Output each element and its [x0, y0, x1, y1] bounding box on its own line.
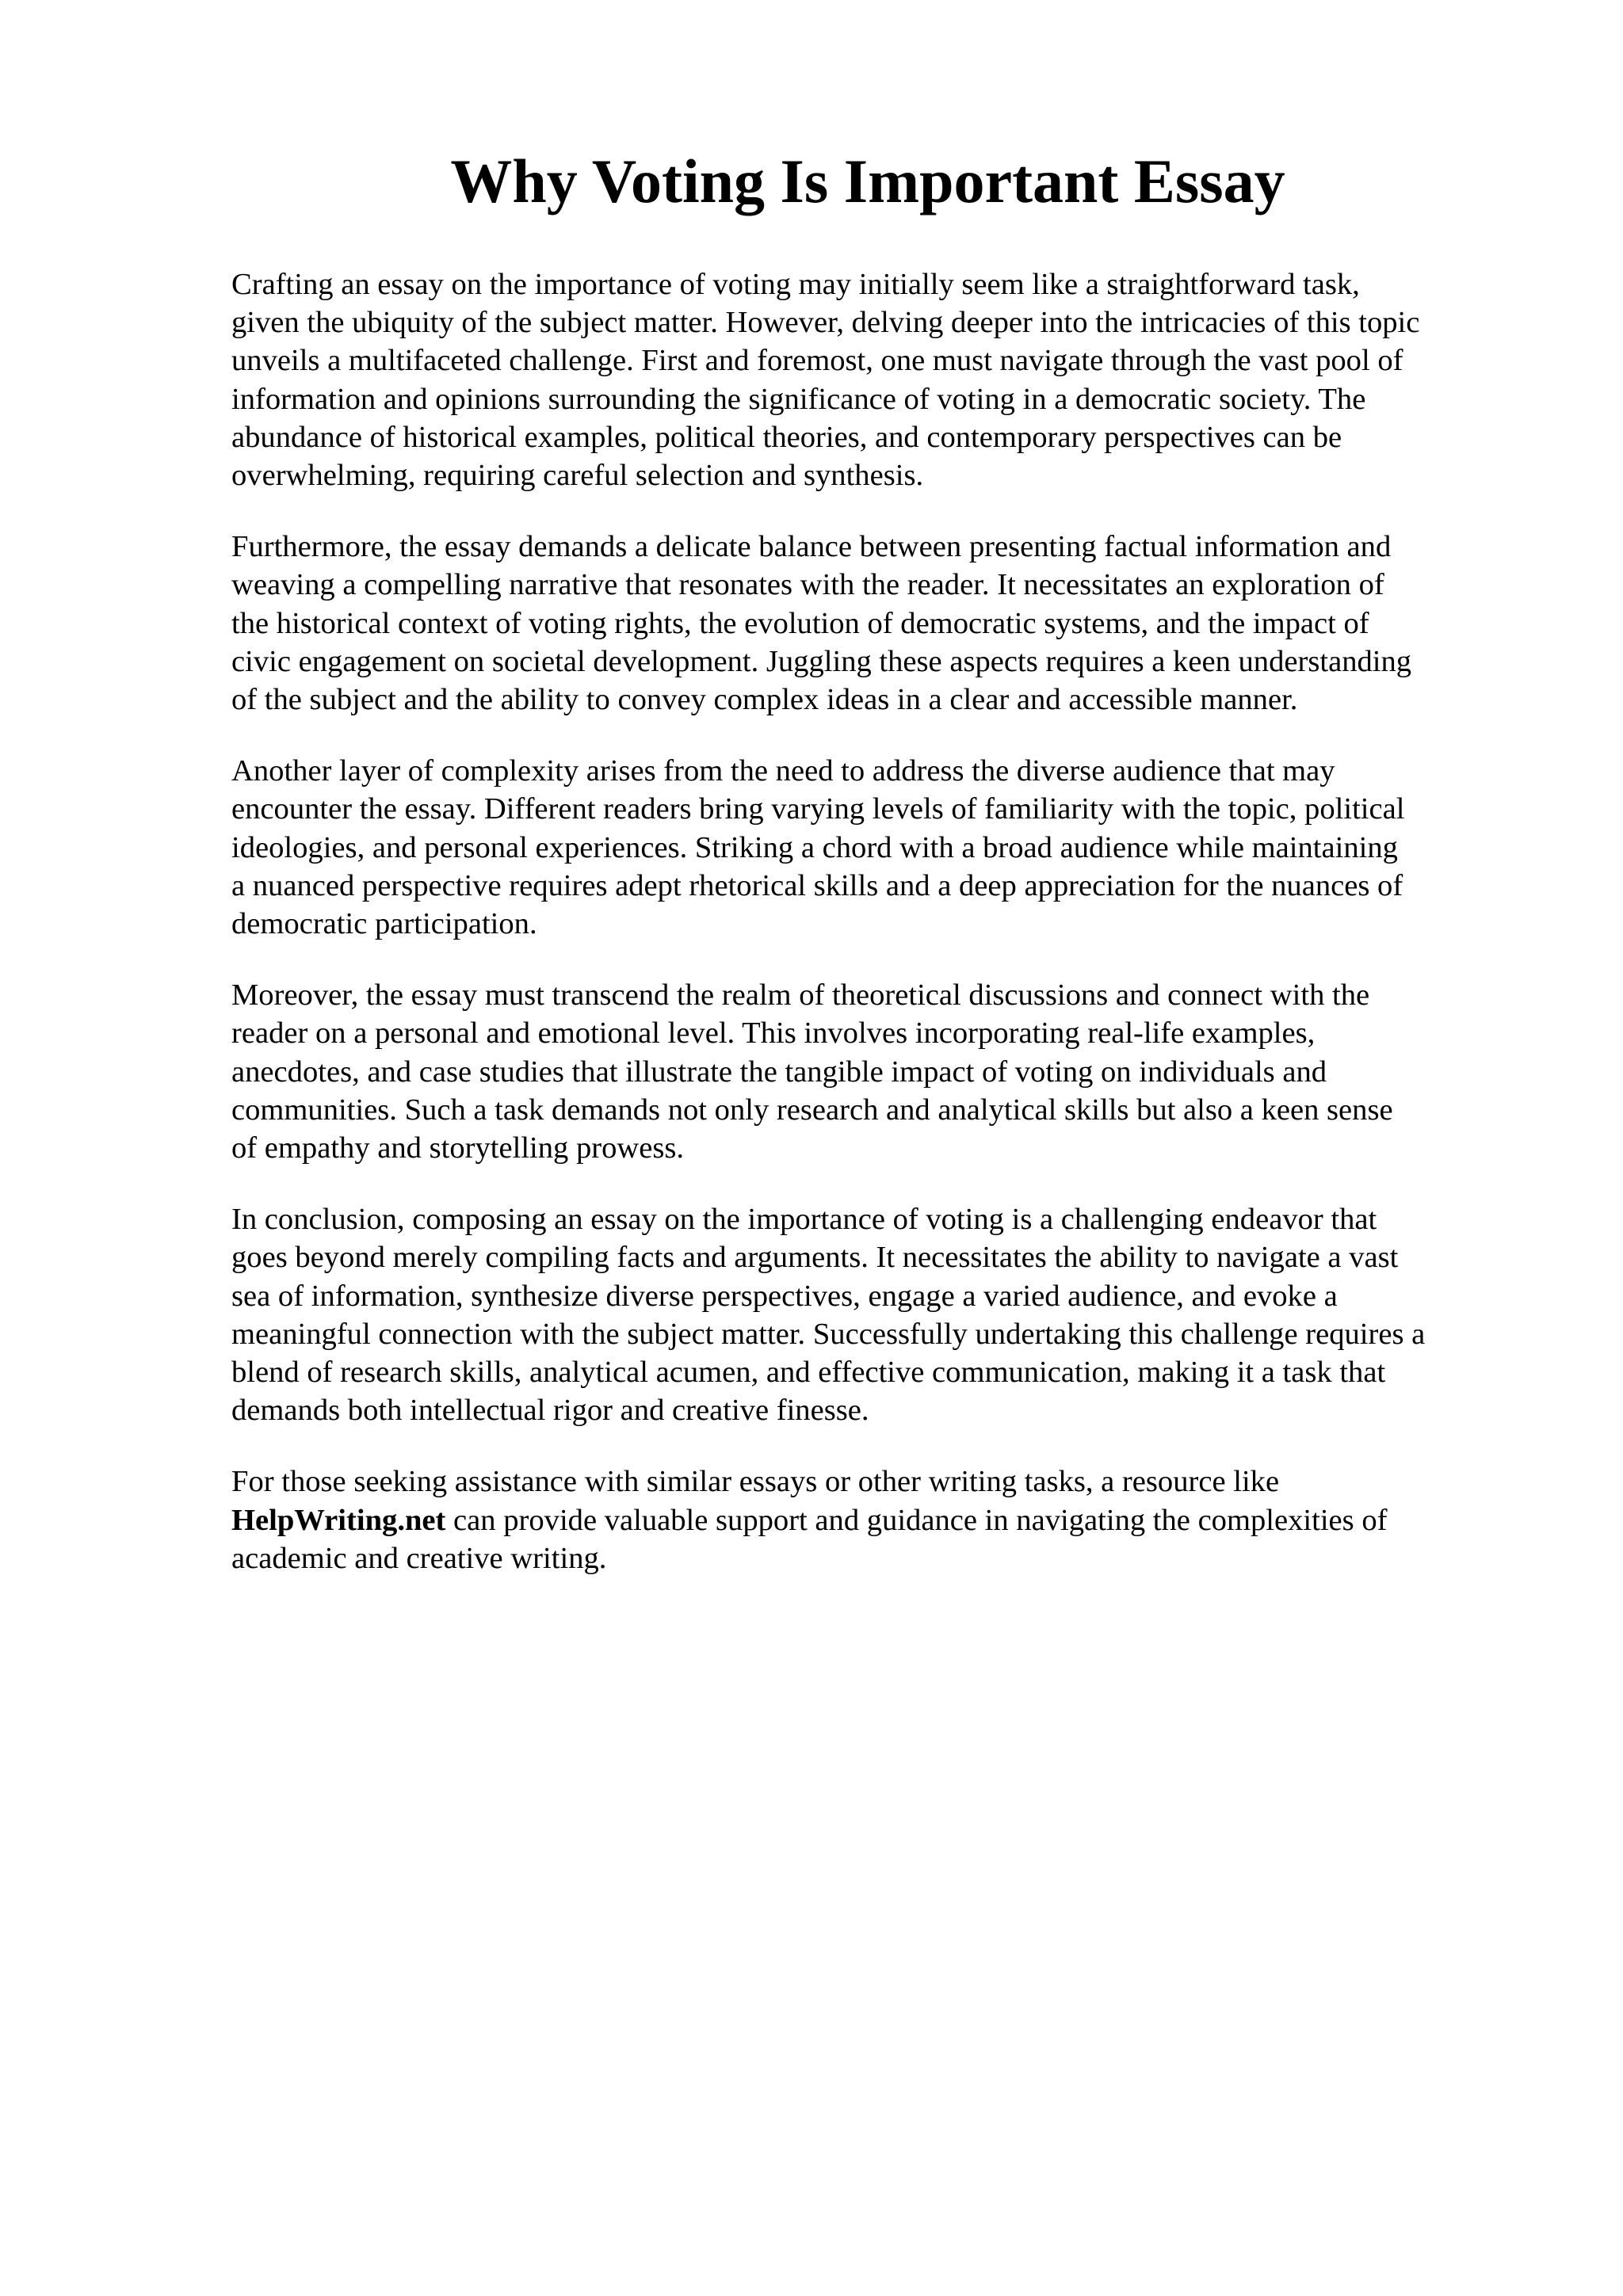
paragraph-line: ideologies, and personal experiences. Striking a chord with a broad audience while maintaining	[231, 830, 1398, 864]
essay-paragraph	[231, 1200, 1531, 1429]
paragraph-line: meaningful connection with the subject matter. Successfully undertaking this challenge requires a	[231, 1317, 1426, 1351]
essay-paragraph	[231, 265, 1531, 494]
paragraph-line: blend of research skills, analytical acumen, and effective communication, making it a task that	[231, 1356, 1386, 1390]
essay-paragraph	[231, 752, 1531, 943]
paragraph-line: democratic participation.	[231, 907, 537, 941]
closing-paragraph	[231, 1463, 1531, 1577]
paragraph-line: Furthermore, the essay demands a delicate balance between presenting factual information and	[231, 530, 1392, 564]
paragraph-line: Another layer of complexity arises from the need to address the diverse audience that may	[231, 754, 1335, 788]
closing-line-2-text: can provide valuable support and guidance in navigating the complexities of	[445, 1503, 1388, 1537]
paragraph-line: of the subject and the ability to convey complex ideas in a clear and accessible manner.	[231, 683, 1298, 717]
page-title: Why Voting Is Important Essay	[450, 147, 1285, 215]
paragraph-line: of empathy and storytelling prowess.	[231, 1131, 685, 1165]
essay-paragraph	[231, 528, 1531, 719]
paragraph-line: abundance of historical examples, political theories, and contemporary perspectives can be	[231, 420, 1342, 454]
paragraph-line: demands both intellectual rigor and creative finesse.	[231, 1394, 869, 1428]
paragraph-list	[231, 265, 1531, 1429]
paragraph-line: civic engagement on societal development. Juggling these aspects requires a keen understanding	[231, 644, 1412, 678]
paragraph-line: Moreover, the essay must transcend the realm of theoretical discussions and connect with the	[231, 978, 1370, 1013]
paragraph-line: sea of information, synthesize diverse perspectives, engage a varied audience, and evoke a	[231, 1279, 1338, 1313]
paragraph-line: anecdotes, and case studies that illustrate the tangible impact of voting on individuals and	[231, 1055, 1327, 1089]
paragraph-line: reader on a personal and emotional level. This involves incorporating real-life examples,	[231, 1016, 1316, 1051]
helpwriting-link[interactable]: HelpWriting.net	[231, 1503, 446, 1537]
paragraph-line: In conclusion, composing an essay on the importance of voting is a challenging endeavor that	[231, 1203, 1377, 1237]
essay-paragraph	[231, 976, 1531, 1167]
paragraph-line: unveils a multifaceted challenge. First and foremost, one must navigate through the vast pool of	[231, 344, 1403, 378]
paragraph-line: weaving a compelling narrative that resonates with the reader. It necessitates an exploration of	[231, 568, 1384, 602]
paragraph-line: a nuanced perspective requires adept rhetorical skills and a deep appreciation for the nuances of	[231, 868, 1403, 902]
paragraph-line: given the ubiquity of the subject matter. However, delving deeper into the intricacies of this topic	[231, 306, 1420, 340]
closing-line-2	[231, 1501, 1531, 1539]
paragraph-line: overwhelming, requiring careful selection and synthesis.	[231, 459, 924, 493]
essay-body	[231, 265, 1531, 1611]
paragraph-line: goes beyond merely compiling facts and arguments. It necessitates the ability to navigate a vast	[231, 1241, 1399, 1275]
paragraph-line: information and opinions surrounding the significance of voting in a democratic society. The	[231, 382, 1366, 416]
paragraph-line: Crafting an essay on the importance of voting may initially seem like a straightforward task,	[231, 268, 1360, 301]
closing-line-3: academic and creative writing.	[231, 1541, 607, 1575]
closing-line-1: For those seeking assistance with similar essays or other writing tasks, a resource like	[231, 1465, 1280, 1499]
paragraph-line: communities. Such a task demands not only research and analytical skills but also a keen sense	[231, 1093, 1393, 1127]
paragraph-line: encounter the essay. Different readers bring varying levels of familiarity with the topic, political	[231, 792, 1405, 826]
paragraph-line: the historical context of voting rights, the evolution of democratic systems, and the impact of	[231, 606, 1369, 640]
